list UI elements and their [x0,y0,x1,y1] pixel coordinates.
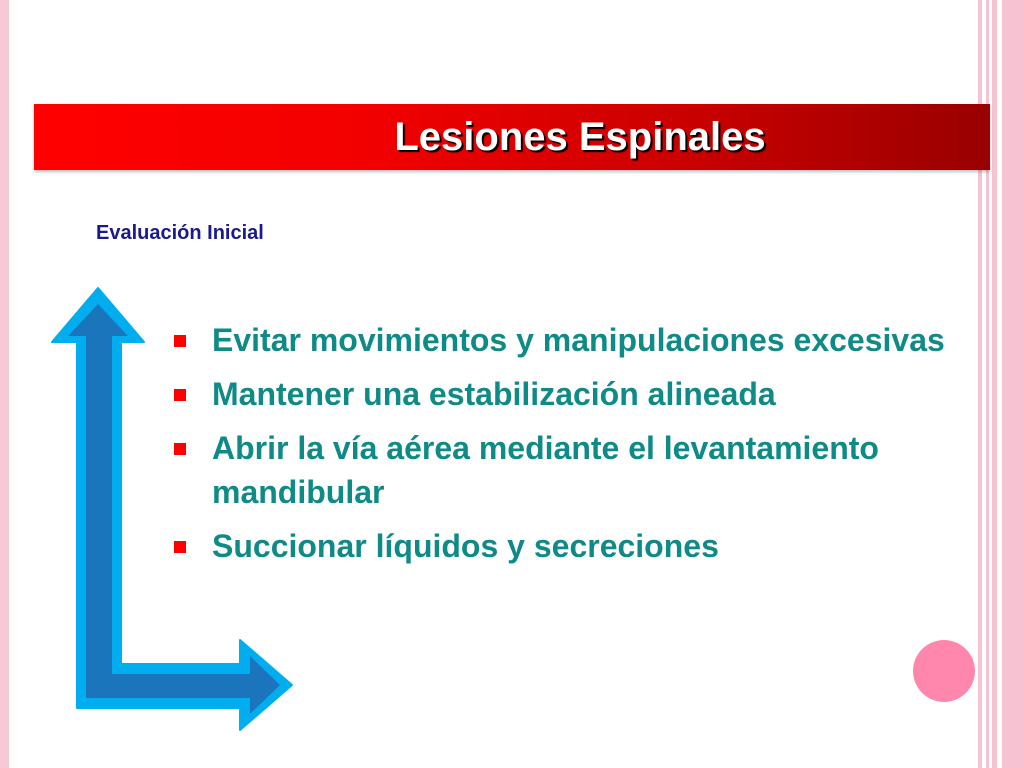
square-bullet-icon [174,443,186,455]
border-stripe [1002,0,1024,768]
bullet-text: Abrir la vía aérea mediante el levantamiento mandibular [212,430,879,510]
bullet-text: Evitar movimientos y manipulaciones excesivas [212,322,945,358]
square-bullet-icon [174,541,186,553]
title-bar [34,104,990,170]
left-border-stripe [0,0,9,768]
slide-subtitle: Evaluación Inicial [96,222,264,244]
bullet-text: Succionar líquidos y secreciones [212,528,719,564]
list-item [170,372,960,416]
list-item [170,318,960,362]
bullet-text: Mantener una estabilización alineada [212,376,776,412]
bullet-list [170,318,960,578]
circle-decor-icon [913,640,975,702]
square-bullet-icon [174,335,186,347]
square-bullet-icon [174,389,186,401]
border-stripe [992,0,997,768]
slide-title: Lesiones Espinales [394,115,766,159]
list-item [170,524,960,568]
list-item [170,426,960,514]
